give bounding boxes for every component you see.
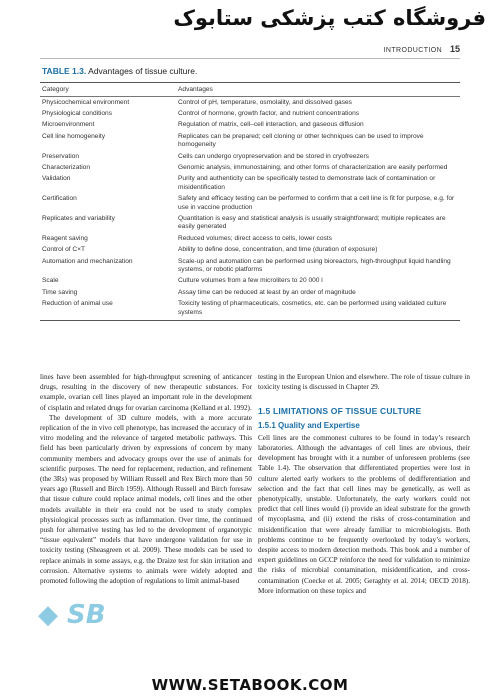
running-head	[40, 44, 460, 56]
body-paragraph: The development of 3D culture models, with a more accurate replication of the in vivo cell phenotype, has increased the accuracy of in vitro modeling and the relevance of targeted metabolic pathways. This field has been particularly driven by expressions of concern by many community members and advocacy groups over the use of animals for scientific purposes. The need for replacement, reduction, and refinement (the 3Rs) was proposed by William Russell and Rex Birch more than 50 years ago (Russell and Birch 1959). Although Russell and Birch foresaw that tissue culture could replace animal models, cell lines and the other models available in their era could not be used to study complex physiological processes such as inflammation. Over time, the continued push for alternative testing has led to the development of organotypic “tissue equivalent” models that have undergone validation for use in toxicity testing (Sheasgreen et al. 2009). These models can be used to replace animals in some assays, e.g. the Draize test for skin irritation and corrosion. Alternative systems to animals were widely adopted and promoted following the adoption of regulations to limit animal-based	[40, 413, 252, 586]
table-row	[40, 299, 460, 321]
table-caption-text: Advantages of tissue culture.	[88, 66, 198, 76]
watermark-top-text: فروشگاه کتب پزشکی ستابوک	[173, 6, 486, 30]
table-row	[40, 174, 460, 194]
body-paragraph: lines have been assembled for high-throughput screening of anticancer drugs, resulting in the discovery of new therapeutic substances. For example, ovarian cell lines played an important role in the development of cisplatin and related drugs for ovarian carcinoma (Kelland et al. 1992).	[40, 373, 252, 412]
table-row	[40, 256, 460, 276]
table-row	[40, 120, 460, 131]
table-cell-advantage: Quantitation is easy and statistical analysis is usually straightforward; multiple replicates are easily generated	[178, 214, 446, 231]
subsection-heading: 1.5.1 Quality and Expertise	[258, 420, 360, 430]
table-cell-advantage: Cells can undergo cryopreservation and be stored in cryofreezers	[178, 152, 369, 160]
table-cell-category: Physicochemical environment	[42, 98, 130, 106]
table-cell-category: Physiological conditions	[42, 109, 113, 117]
table-row	[40, 245, 460, 256]
table-row	[40, 108, 460, 119]
body-paragraph: testing in the European Union and elsewhere. The role of tissue culture in toxicity testing is discussed in Chapter 29.	[258, 373, 470, 392]
table-row	[40, 213, 460, 233]
table-cell-advantage: Toxicity testing of pharmaceuticals, cosmetics, etc. can be performed using validated culture systems	[176, 299, 460, 321]
table-cell-advantage: Ability to define dose, concentration, and time (duration of exposure)	[178, 246, 378, 254]
watermark-bottom-text: WWW.SETABOOK.COM	[151, 676, 349, 694]
advantages-table	[40, 82, 460, 321]
header-rule	[40, 58, 460, 59]
table-cell-advantage: Reduced volumes; direct access to cells, lower costs	[178, 234, 332, 242]
table-cell-advantage: Genomic analysis, immunostaining, and other forms of characterization are easily performed	[178, 163, 448, 171]
table-row	[40, 287, 460, 298]
table-cell-advantage: Scale-up and automation can be performed using bioreactors, high-throughput liquid handling systems, or robotic platforms	[178, 257, 451, 273]
table-cell-advantage: Control of hormone, growth factor, and nutrient concentrations	[178, 109, 360, 117]
table-cell-category: Validation	[42, 175, 71, 183]
table-row	[40, 194, 460, 214]
table-row	[40, 233, 460, 244]
running-head-section: INTRODUCTION	[383, 47, 443, 54]
table-row	[40, 162, 460, 173]
table-cell-advantage: Control of pH, temperature, osmolality, and dissolved gases	[178, 98, 352, 106]
section-heading: 1.5 LIMITATIONS OF TISSUE CULTURE	[258, 406, 422, 417]
table-header-row	[40, 83, 460, 97]
table-cell-category: Certification	[42, 195, 77, 203]
table-cell-advantage: Assay time can be reduced at least by an order of magnitude	[178, 288, 356, 296]
table-cell-category: Reagent saving	[42, 234, 88, 242]
table-cell-category: Cell line homogeneity	[42, 132, 106, 140]
table-cell-category: Reduction of animal use	[40, 299, 176, 321]
right-text-column	[258, 372, 470, 596]
table-cell-category: Automation and mechanization	[42, 257, 133, 265]
table-cell-advantage: Culture volumes from a few microliters to 20 000 l	[178, 277, 323, 285]
table-cell-category: Time saving	[42, 288, 78, 296]
table-cell-category: Microenvironment	[42, 121, 95, 129]
table-header-category: Category	[40, 83, 176, 97]
table-caption-number: TABLE 1.3.	[42, 66, 87, 76]
table-cell-category: Control of C×T	[42, 246, 86, 254]
table-cell-category: Preservation	[42, 152, 80, 160]
page-number: 15	[449, 44, 460, 54]
table-caption	[42, 66, 460, 76]
table-header-advantages: Advantages	[176, 83, 460, 97]
body-paragraph: Cell lines are the commonest cultures to be found in today’s research laboratories. Although the advantages of cell lines are obvious, their development has brought with it a number of unforeseen problems (see Table 1.4). The observation that differentiated properties were lost in culture alerted early workers to the problems of dedifferentiation and selection and the fact that cell lines may be genetically, as well as phenotypically, unstable. Unfortunately, the early workers could not predict that cell lines would (i) provide an ideal substrate for the growth of mycoplasma, and (ii) extend the risks of cross-contamination and misidentification that were already familiar to microbiologists. Both problems continue to be frequently overlooked by today’s workers, despite access to modern detection methods. This book and a number of expert guidelines on GCCP reinforce the need for validation to minimize the risks of microbial contamination, misidentification, and cross-contamination (Coecke et al. 2005; Geraghty et al. 2014; OECD 2018). More information on these topics and	[258, 433, 470, 595]
table-cell-advantage: Replicates can be prepared; cell cloning or other techniques can be used to improve homogeneity	[178, 132, 424, 149]
table-row	[40, 151, 460, 162]
table-row	[40, 276, 460, 287]
table-cell-category: Replicates and variability	[42, 214, 115, 222]
table-row	[40, 131, 460, 151]
watermark-logo-icon: ◆ SB	[38, 600, 106, 630]
table-cell-category: Characterization	[42, 163, 91, 171]
left-text-column	[40, 372, 252, 586]
table-cell-advantage: Safety and efficacy testing can be performed to confirm that a cell line is fit for purpose, e.g. for use in vaccine production	[178, 195, 455, 211]
table-cell-advantage: Purity and authenticity can be specifically tested to demonstrate lack of contamination or misidentification	[178, 175, 436, 191]
table-cell-advantage: Regulation of matrix, cell–cell interaction, and gaseous diffusion	[178, 121, 364, 129]
table-row	[40, 97, 460, 109]
table-cell-category: Scale	[42, 277, 59, 285]
